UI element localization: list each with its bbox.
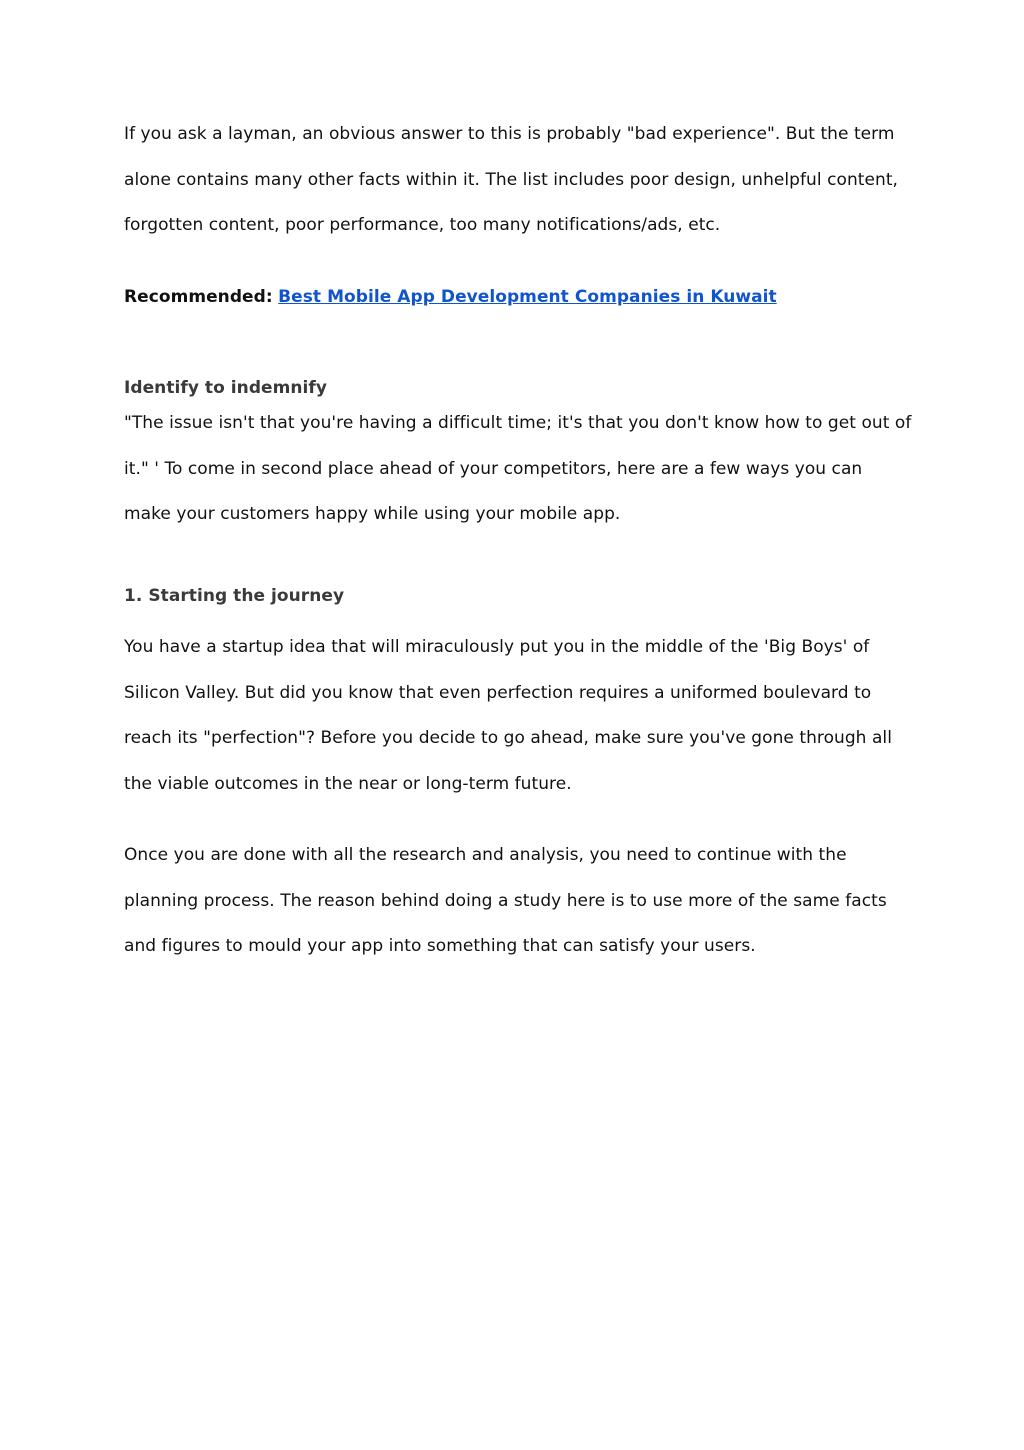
startup-paragraph: You have a startup idea that will miraculously put you in the middle of the 'Big Boys' of Silicon Valley. But did you know that even perfection requires a uniformed boulevard to reach its "perfection"? Before you decide to go ahead, make sure you've gone through all the viable outcomes in the near or long-term future.	[124, 637, 892, 794]
identify-paragraph: "The issue isn't that you're having a difficult time; it's that you don't know how to get out of it." ' To come in second place ahead of your competitors, here are a few ways you can make your customers happy while using your mobile app.	[124, 413, 912, 525]
intro-paragraph: If you ask a layman, an obvious answer to this is probably "bad experience". But the term alone contains many other facts within it. The list includes poor design, unhelpful content, forgotten content, poor performance, too many notifications/ads, etc.	[124, 124, 898, 236]
recommended-line	[124, 275, 914, 319]
section-heading-identify: Identify to indemnify	[124, 378, 327, 398]
recommended-link[interactable]: Best Mobile App Development Companies in Kuwait	[278, 287, 777, 307]
section-heading-starting: 1. Starting the journey	[124, 586, 345, 606]
recommended-label: Recommended:	[124, 287, 273, 307]
planning-paragraph: Once you are done with all the research and analysis, you need to continue with the planning process. The reason behind doing a study here is to use more of the same facts and figures to mould your app into something that can satisfy your users.	[124, 845, 887, 957]
